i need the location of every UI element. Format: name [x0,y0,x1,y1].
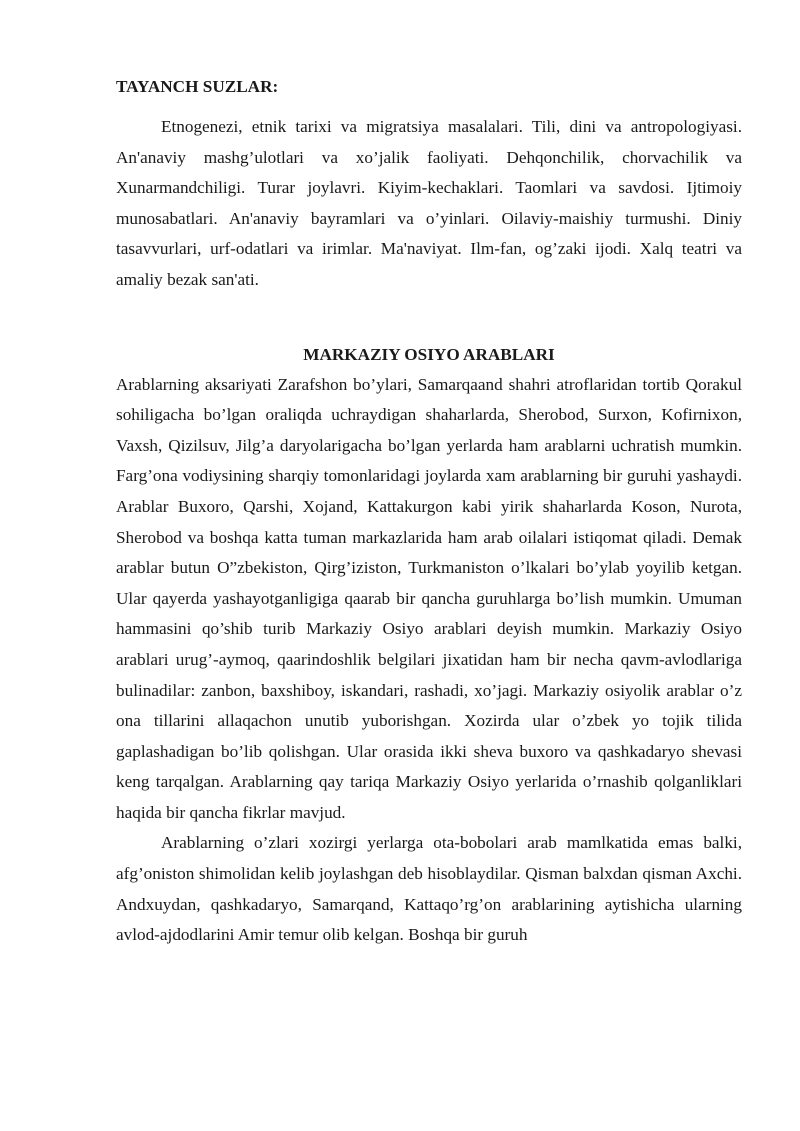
document-page [116,72,742,951]
section-spacer [116,296,742,340]
keywords-paragraph: Etnogenezi, etnik tarixi va migratsiya masalalari. Tili, dini va antropologiyasi. An'anaviy mashg’ulotlari va xo’jalik faoliyati. Dehqonchilik, chorvachilik va Xunarmandchiligi. Turar joylavri. Kiyim-kechaklari. Taomlari va savdosi. Ijtimoiy munosabatlari. An'anaviy bayramlari va o’yinlari. Oilaviy-maishiy turmushi. Diniy tasavvurlari, urf-odatlari va irimlar. Ma'naviyat. Ilm-fan, og’zaki ijodi. Xalq teatri va amaliy bezak san'ati. [116,117,742,289]
body-paragraph-1: Arablarning aksariyati Zarafshon bo’ylari, Samarqaand shahri atroflaridan tortib Qorakul sohiligacha bo’lgan oraliqda uchraydigan shaharlarda, Sherobod, Surxon, Kofirnixon, Vaxsh, Qizilsuv, Jilg’a daryolarigacha bo’lgan yerlarda ham arablarni uchratish mumkin. Farg’ona vodiysining sharqiy tomonlaridagi joylarda xam arablarning bir guruhi yashaydi. Arablar Buxoro, Qarshi, Xojand, Kattakurgon kabi yirik shaharlarda Koson, Nurota, Sherobod va boshqa katta tuman markazlarida ham arab oilalari istiqomat qiladi. Demak arablar butun O”zbekiston, Qirg’iziston, Turkmaniston o’lkalari bo’ylab yoyilib ketgan. Ular qayerda yashayotganligiga qaarab bir qancha guruhlarga bo’lish mumkin. Umuman hammasini qo’shib turib Markaziy Osiyo arablari deyish mumkin. Markaziy Osiyo arablari urug’-aymoq, qaarindoshlik belgilari jixatidan ham bir necha qavm-avlodlariga bulinadilar: zanbon, baxshiboy, iskandari, rashadi, xo’jagi. Markaziy osiyolik arablar o’z ona tillarini allaqachon unutib yuborishgan. Xozirda ular o’zbek yo tojik tilida gaplashadigan bo’lib qolishgan. Ular orasida ikki sheva buxoro va qashkadaryo shevasi keng tarqalgan. Arablarning qay tariqa Markaziy Osiyo yerlarida o’rnashib qolganliklari haqida bir qancha fikrlar mavjud. [116,374,742,822]
section-title: MARKAZIY OSIYO ARABLARI [303,344,555,364]
keywords-heading: TAYANCH SUZLAR: [116,77,279,96]
body-paragraph-2: Arablarning o’zlari xozirgi yerlarga ota-bobolari arab mamlkatida emas balki, afg’oniston shimolidan kelib joylashgan deb hisoblaydilar. Qisman balxdan qisman Axchi. Andxuydan, qashkadaryo, Samarqand, Kattaqo’rg’on arablarining aytishicha ularning avlod-ajdodlarini Amir temur olib kelgan. Boshqa bir guruh [116,833,742,945]
